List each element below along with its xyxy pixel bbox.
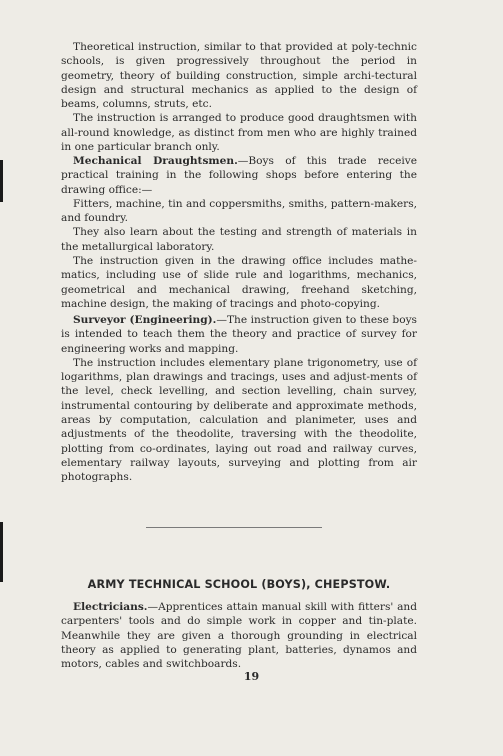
binding-mark-top	[0, 160, 3, 202]
paragraph-surveyor-intro	[61, 313, 417, 356]
electricians-title: Electricians.	[73, 601, 148, 613]
body-block-theory	[61, 40, 417, 154]
mechanical-draughtsmen-title: Mechanical Draughtsmen.	[73, 155, 238, 167]
section-mechanical-draughtsmen	[61, 154, 417, 311]
binding-mark-bottom	[0, 522, 3, 582]
paragraph-mechanical-intro	[61, 154, 417, 197]
paragraph-mechanical-drawing-office: The instruction given in the drawing office includes mathe-matics, including use of slide rule and logarithms, mechanics, geometrical and mechanical drawing, freehand sketching, machine design, the making of tracings and photo-copying.	[61, 255, 417, 310]
surveyor-engineering-title: Surveyor (Engineering).	[73, 314, 217, 326]
paragraph-surveyor-instruction: The instruction includes elementary plane trigonometry, use of logarithms, plan drawings and tracings, uses and adjust-ments of the level, check levelling, and section levelling, chain survey, instrumental contouring by deliberate and approximate methods, areas by computation, calculation and planimeter, uses and adjustments of the theodolite, traversing with the theodolite, plotting from co-ordinates, laying out road and railway curves, elementary railway layouts, surveying and plotting from air photographs.	[61, 356, 417, 484]
section-electricians	[61, 600, 417, 671]
electricians-intro-text: —Apprentices attain manual skill with fitters' and carpenters' tools and do simple work in copper and tin-plate. Meanwhile they are given a thorough grounding in electrical theory as applied to generating plant, batteries, dynamos and motors, cables and switchboards.	[61, 601, 417, 671]
paragraph-electricians	[61, 600, 417, 671]
paragraph-mechanical-shops: Fitters, machine, tin and coppersmiths, smiths, pattern-makers, and foundry.	[61, 197, 417, 225]
section-heading-chepstow: ARMY TECHNICAL SCHOOL (BOYS), CHEPSTOW.	[87, 578, 391, 591]
paragraph-draughtsmen-knowledge: The instruction is arranged to produce good draughtsmen with all-round knowledge, as distinct from men who are highly trained in one particular branch only.	[61, 112, 417, 154]
page-number: 19	[243, 670, 260, 683]
section-divider	[146, 527, 322, 528]
paragraph-theoretical-instruction: Theoretical instruction, similar to that provided at poly-technic schools, is given progressively throughout the period in geometry, theory of building construction, simple archi-tectural design and structural mechanics as applied to the design of beams, columns, struts, etc.	[61, 41, 417, 111]
section-surveyor-engineering	[61, 313, 417, 485]
paragraph-mechanical-materials: They also learn about the testing and strength of materials in the metallurgical laboratory.	[61, 226, 417, 253]
surveyor-intro-text: —The instruction given to these boys is intended to teach them the theory and practice of survey for engineering works and mapping.	[61, 314, 417, 355]
mechanical-intro-text: —Boys of this trade receive practical training in the following shops before entering the drawing office:—	[61, 155, 417, 196]
